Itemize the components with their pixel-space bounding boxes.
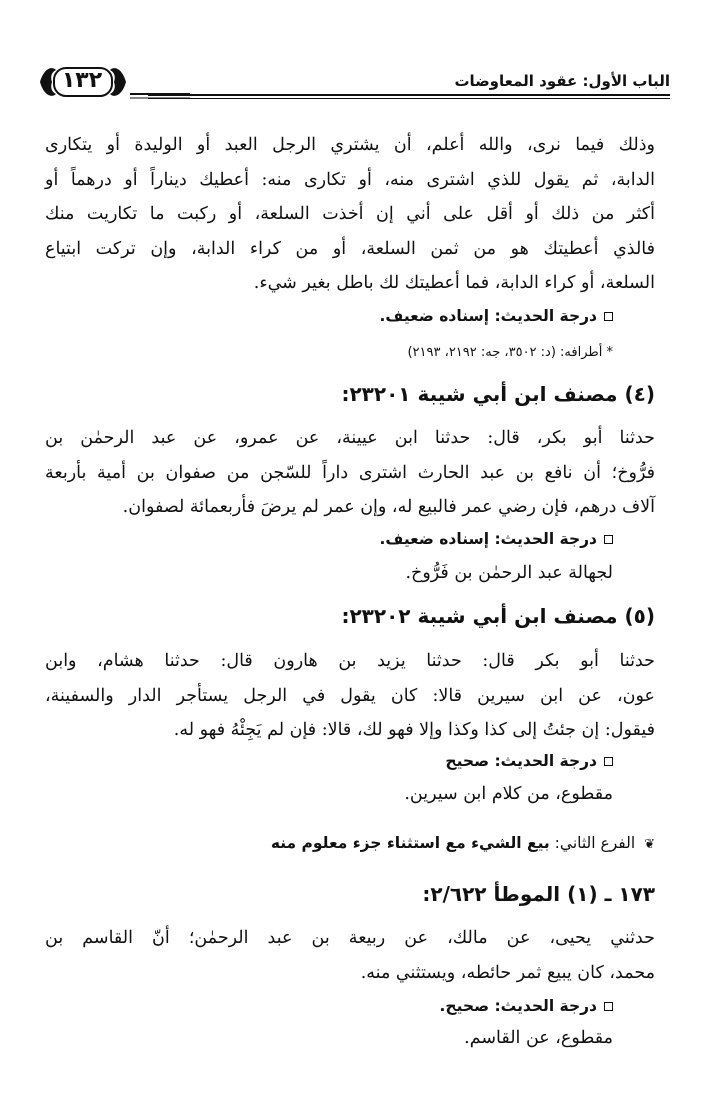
branch-prefix: الفرع الثاني:	[554, 834, 636, 852]
grade-reason: مقطوع، من كلام ابن سيرين.	[404, 784, 613, 804]
section-heading: ١٧٣ ـ (١) الموطأ ٢/٦٢٢:	[422, 882, 655, 906]
hadith-grade: درجة الحديث: إسناده ضعيف.	[379, 530, 613, 548]
text-line: عون، عن ابن سيرين قالا: كان يقول في الرجل يستأجر الدار والسفينة،	[45, 685, 655, 706]
square-bullet-icon	[604, 1002, 613, 1011]
hadith-grade: درجة الحديث: صحيح	[445, 752, 613, 770]
grade-reason: مقطوع، عن القاسم.	[464, 1028, 613, 1048]
page-number: ١٣٢	[61, 68, 103, 93]
hadith-grade: درجة الحديث: صحيح.	[440, 997, 613, 1015]
text-line: فيقول: إن جئتُ إلى كذا وكذا وإلا فهو لك، قالا: فإن لم يَجِئْهُ فهو له.	[173, 720, 655, 740]
paragraph-173	[45, 921, 655, 990]
text-line: حدثنا أبو بكر قال: حدثنا يزيد بن هارون قال: حدثنا هشام، وابن	[45, 651, 655, 671]
paragraph-4	[45, 421, 655, 525]
text-line: وذلك فيما نرى، والله أعلم، أن يشتري الرجل العبد أو الوليدة أو يتكارى	[45, 135, 655, 155]
header-rule	[148, 94, 670, 96]
paragraph-intro	[45, 128, 655, 301]
branch-heading	[271, 834, 655, 852]
square-bullet-icon	[604, 535, 613, 544]
page-number-ornament	[30, 62, 190, 102]
text-line: أكثر من ذلك أو أقل على أني إن أخذت السلعة، أو ركبت ما تكاريت منك	[45, 204, 655, 224]
chapter-title: الباب الأول: عقود المعاوضات	[454, 72, 670, 90]
text-line: فرُّوخ؛ أن نافع بن عبد الحارث اشترى داراً للسّجن من صفوان بن أمية بأربعة	[45, 462, 655, 483]
text-line: محمد، كان يبيع ثمر حائطه، ويستثني منه.	[360, 962, 655, 983]
text-line: الدابة، ثم يقول للذي اشترى منه، أو تكارى منه: أعطيك ديناراً أو درهماً أو	[45, 169, 655, 190]
text-line: حدثنا أبو بكر، قال: حدثنا ابن عيينة، عن عمرو، عن عبد الرحمٰن بن	[45, 428, 655, 448]
section-heading: (٥) مصنف ابن أبي شيبة ٢٣٢٠٢:	[341, 604, 655, 628]
square-bullet-icon	[604, 757, 613, 766]
section-heading: (٤) مصنف ابن أبي شيبة ٢٣٢٠١:	[341, 382, 655, 406]
text-line: فالذي أعطيتك هو من ثمن السلعة، أو من كراء الدابة، وإن تركت ابتياع	[45, 238, 655, 259]
hadith-references: * أطرافه: (د: ٣٥٠٢، جه: ٢١٩٢، ٢١٩٣)	[407, 345, 613, 360]
book-icon: ❦	[644, 837, 655, 852]
header-rule-thin	[148, 98, 670, 99]
page-header	[30, 62, 670, 102]
hadith-grade: درجة الحديث: إسناده ضعيف.	[379, 307, 613, 325]
text-line: آلاف درهم، فإن رضي عمر فالبيع له، وإن عمر لم يرضَ فأربعمائة لصفوان.	[122, 497, 655, 517]
branch-title: بيع الشيء مع استثناء جزء معلوم منه	[270, 834, 550, 852]
text-line: حدثني يحيى، عن مالك، عن ربيعة بن عبد الرحمٰن؛ أنّ القاسم بن	[45, 928, 655, 948]
grade-reason: لجهالة عبد الرحمٰن بن فَرُّوخ.	[405, 563, 613, 583]
text-line: السلعة، أو كراء الدابة، فما أعطيتك لك باطل بغير شيء.	[253, 273, 655, 293]
paragraph-5	[45, 644, 655, 748]
square-bullet-icon	[604, 312, 613, 321]
